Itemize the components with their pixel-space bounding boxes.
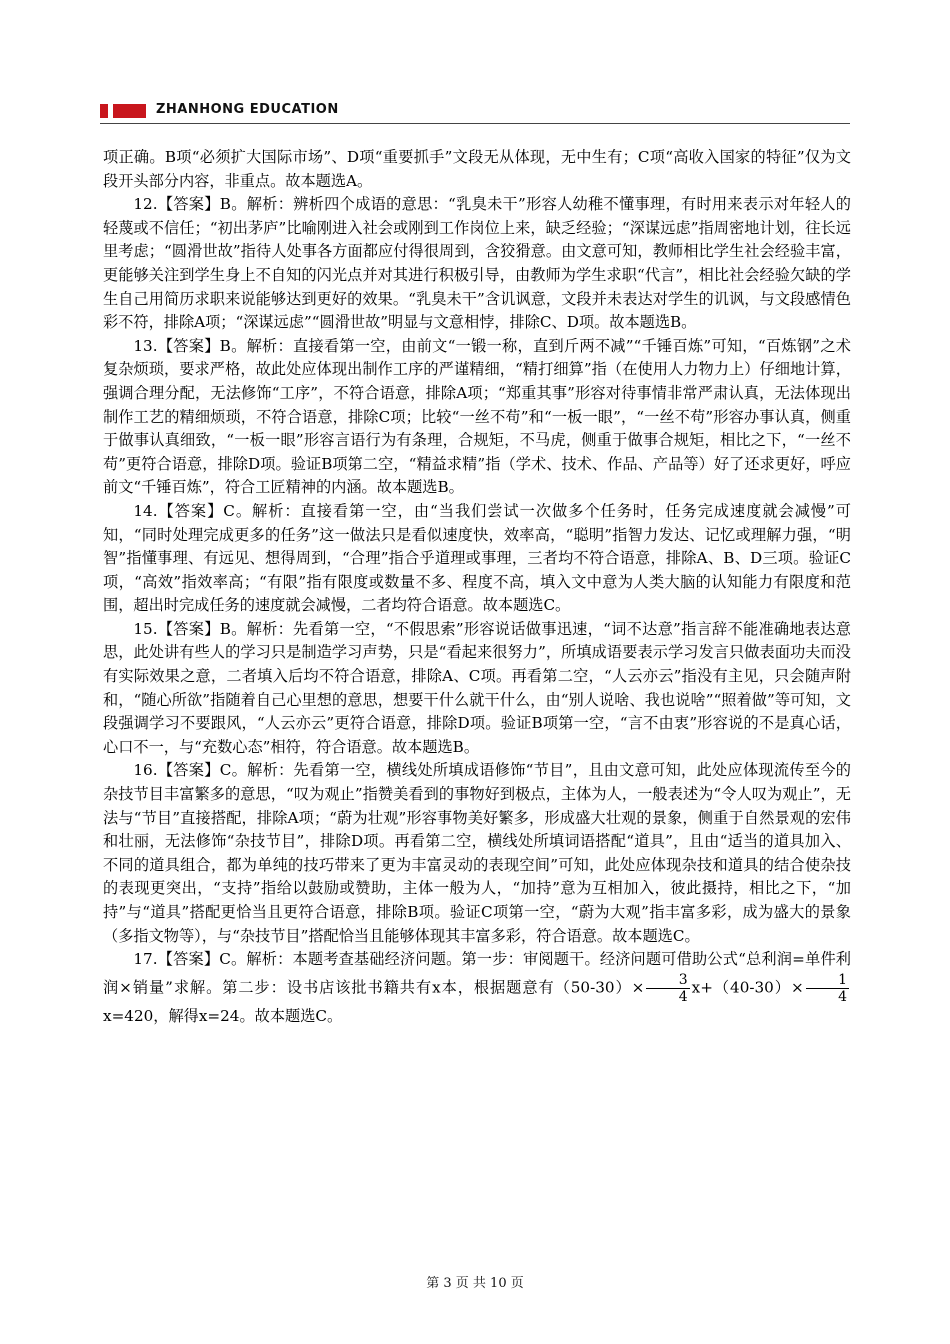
answer-content	[103, 146, 851, 1028]
answer-15: 15.【答案】B。解析：先看第一空，“不假思索”形容说话做事迅速，“词不达意”指言辞不能准确地表达意思，此处讲有些人的学习只是制造学习声势，只是“看起来很努力”，所填成语要表示学习发言只做表面功夫而没有实际效果之意，二者填入后均不符合语意，排除A、C项。再看第二空，“人云亦云”指没有主见，只会随声附和，“随心所欲”指随着自己心里想的意思，想要干什么就干什么，由“别人说啥、我也说啥”“照着做”等可知，文段强调学习不要跟风，“人云亦云”更符合语意，排除D项。验证B项第一空，“言不由衷”形容说的不是真心话，心口不一，与“充数心态”相符，符合语意。故本题选B。	[103, 619, 851, 756]
fraction-one-quarter	[806, 972, 849, 1005]
paragraph-continuation: 项正确。B项“必须扩大国际市场”、D项“重要抓手”文段无从体现，无中生有；C项“高收入国家的特征”仅为文段开头部分内容，非重点。故本题选A。	[103, 148, 851, 190]
page-number: 第 3 页 共 10 页	[426, 1276, 524, 1291]
logo-notch	[108, 104, 113, 118]
answer-17-text-2: x+（40-30）×	[691, 978, 804, 997]
answer-14: 14.【答案】C。解析：直接看第一空，由“当我们尝试一次做多个任务时，任务完成速度就会减慢”可知，“同时处理完成更多的任务”这一做法只是看似速度快，效率高，“聪明”指智力发达、记忆或理解力强，“明智”指懂事理、有远见、想得周到，“合理”指合乎道理或事理，三者均不符合语意，排除A、B、D三项。验证C项，“高效”指效率高；“有限”指有限度或数量不多、程度不高，填入文中意为人类大脑的认知能力有限度和范围，超出时完成任务的速度就会减慢，二者均符合语意。故本题选C。	[103, 501, 851, 615]
fraction-numerator: 1	[806, 972, 849, 989]
logo-mark	[100, 104, 146, 118]
answer-17-text-3: x=420，解得x=24。故本题选C。	[103, 1006, 343, 1025]
answer-17	[103, 948, 851, 1028]
fraction-numerator: 3	[646, 972, 689, 989]
fraction-three-quarters	[646, 972, 689, 1005]
answer-13: 13.【答案】B。解析：直接看第一空，由前文“一锻一称，直到斤两不减”“千锤百炼”可知，“百炼钢”之术复杂烦琐，要求严格，故此处应体现出制作工序的严谨精细，“精打细算”指（在使用人力物力上）仔细地计算，强调合理分配，无法修饰“工序”，不符合语意，排除A项；“郑重其事”形容对待事情非常严肃认真，无法体现出制作工艺的精细烦琐，不符合语意，排除C项；比较“一丝不苟”和“一板一眼”，“一丝不苟”形容办事认真，侧重于做事认真细致，“一板一眼”形容言语行为有条理，合规矩，不马虎，侧重于做事合规矩，相比之下，“一丝不苟”更符合语意，排除D项。验证B项第二空，“精益求精”指（学术、技术、作品、产品等）好了还求更好，呼应前文“千锤百炼”，符合工匠精神的内涵。故本题选B。	[103, 336, 851, 497]
page-header	[100, 96, 850, 126]
answer-16: 16.【答案】C。解析：先看第一空，横线处所填成语修饰“节目”，且由文意可知，此处应体现流传至今的杂技节目丰富繁多的意思，“叹为观止”指赞美看到的事物好到极点，主体为人，一般表述为“令人叹为观止”，无法与“节目”直接搭配，排除A项；“蔚为壮观”形容事物美好繁多，形成盛大壮观的景象，侧重于自然景观的宏伟和壮丽，无法修饰“杂技节目”，排除D项。再看第二空，横线处所填词语搭配“道具”，且由“适当的道具加入、不同的道具组合，都为单纯的技巧带来了更为丰富灵动的表现空间”可知，此处应体现杂技和道具的结合使杂技的表现更突出，“支持”指给以鼓励或赞助，主体一般为人，“加持”意为互相加入，彼此摄持，相比之下，“加持”与“道具”搭配更恰当且更符合语意，排除B项。验证C项第一空，“蔚为大观”指丰富多彩，成为盛大的景象（多指文物等），与“杂技节目”搭配恰当且能够体现其丰富多彩，符合语意。故本题选C。	[103, 761, 851, 945]
answer-17-text-1: 17.【答案】C。解析：本题考查基础经济问题。第一步：审阅题干。经济问题可借助公式“总利润=单件利润×销量”求解。第二步：设书店该批书籍共有x本，根据题意有（50-30）×	[103, 950, 851, 997]
logo-text: ZHANHONG EDUCATION	[156, 102, 339, 117]
fraction-denominator: 4	[838, 988, 847, 1005]
answer-12: 12.【答案】B。解析：辨析四个成语的意思：“乳臭未干”形容人幼稚不懂事理，有时用来表示对年轻人的轻蔑或不信任；“初出茅庐”比喻刚进入社会或刚到工作岗位上来，缺乏经验；“深谋远虑”指周密地计划，往长远里考虑；“圆滑世故”指待人处事各方面都应付得很周到，含狡猾意。由文意可知，教师相比学生社会经验丰富，更能够关注到学生身上不自知的闪光点并对其进行积极引导，由教师为学生求职“代言”，相比社会经验欠缺的学生自己用简历求职来说能够达到更好的效果。“乳臭未干”含讥讽意，文段并未表达对学生的讥讽，与文段感情色彩不符，排除A项；“深谋远虑”“圆滑世故”明显与文意相悖，排除C、D项。故本题选B。	[103, 195, 851, 332]
header-divider	[100, 123, 850, 124]
fraction-denominator: 4	[678, 988, 688, 1005]
